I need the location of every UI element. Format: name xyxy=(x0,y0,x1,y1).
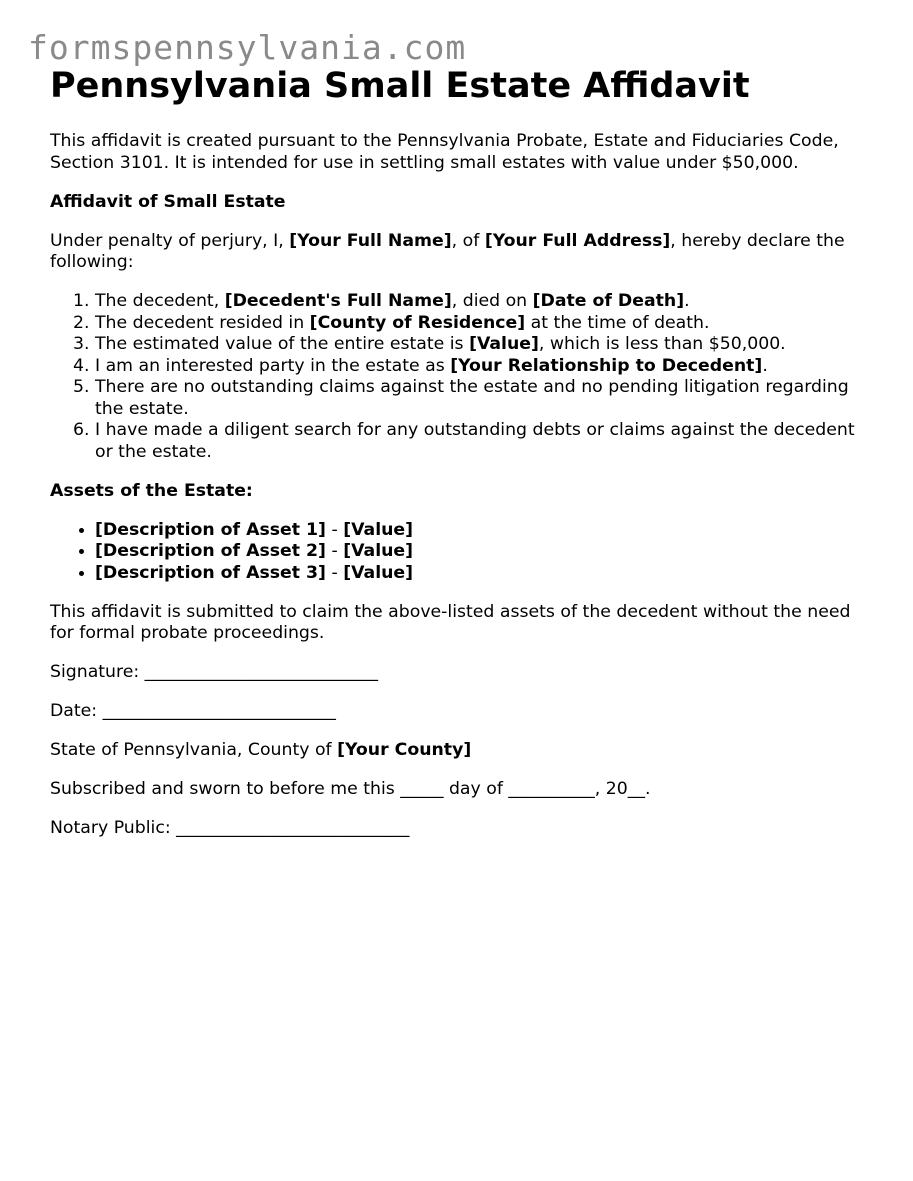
signature-line: Signature: ___________________________ xyxy=(50,662,378,682)
date-of-death-placeholder: [Date of Death] xyxy=(532,291,685,311)
assets-heading: Assets of the Estate: xyxy=(50,480,253,501)
statement-item xyxy=(95,334,870,356)
affidavit-heading: Affidavit of Small Estate xyxy=(50,191,286,212)
intro-paragraph: This affidavit is created pursuant to the Pennsylvania Probate, Estate and Fiduciaries Code, Section 3101. It is intended for use in settling small estates with value under $50,000. xyxy=(50,131,839,173)
statement-item: 6. I have made a diligent search for any outstanding debts or claims against the decedent or the estate. xyxy=(95,420,870,463)
declaration-middle: , of xyxy=(451,230,485,251)
declaration-suffix: , hereby declare the following: xyxy=(50,230,845,272)
asset-item xyxy=(95,520,870,542)
county-of-residence-placeholder: [County of Residence] xyxy=(309,312,526,333)
assets-list xyxy=(50,520,870,585)
statement-item xyxy=(95,356,870,378)
asset-item xyxy=(95,541,870,563)
statement-text: The decedent resided in xyxy=(95,312,310,333)
county-line-prefix: State of Pennsylvania, County of xyxy=(50,740,338,760)
watermark: formspennsylvania.com xyxy=(28,28,467,67)
asset-description: [Description of Asset 2] xyxy=(95,541,326,561)
asset-value: [Value] xyxy=(343,541,414,561)
county-placeholder: [Your County] xyxy=(337,740,472,760)
decedent-name-placeholder: [Decedent's Full Name] xyxy=(224,291,452,311)
statement-item xyxy=(95,291,870,313)
date-line: Date: ___________________________ xyxy=(50,701,336,721)
name-placeholder: [Your Full Name] xyxy=(289,230,452,251)
document-body xyxy=(50,131,870,857)
notary-line: Notary Public: ___________________________ xyxy=(50,818,410,838)
document-title: Pennsylvania Small Estate Affidavit xyxy=(50,66,750,106)
estate-value-placeholder: [Value] xyxy=(469,334,539,354)
statement-text: I am an interested party in the estate as xyxy=(95,355,451,376)
declaration-paragraph xyxy=(50,231,870,274)
submission-paragraph: This affidavit is submitted to claim the above-listed assets of the decedent without the need for formal probate proceedings. xyxy=(50,601,851,643)
address-placeholder: [Your Full Address] xyxy=(484,230,671,251)
statement-text: . xyxy=(684,291,690,311)
asset-value: [Value] xyxy=(343,562,414,583)
statement-item: 5. There are no outstanding claims against the estate and no pending litigation regarding the estate. xyxy=(95,377,870,420)
statement-item xyxy=(95,313,870,335)
relationship-placeholder: [Your Relationship to Decedent] xyxy=(450,355,763,376)
statement-text: , which is less than $50,000. xyxy=(538,334,786,354)
asset-value: [Value] xyxy=(343,519,414,540)
asset-description: [Description of Asset 1] xyxy=(95,519,326,540)
statement-text: The estimated value of the entire estate is xyxy=(95,334,470,354)
asset-separator: - xyxy=(325,519,344,540)
asset-description: [Description of Asset 3] xyxy=(95,562,326,583)
asset-item xyxy=(95,563,870,585)
declaration-prefix: Under penalty of perjury, I, xyxy=(50,230,290,251)
sworn-line: Subscribed and sworn to before me this _____ day of __________, 20__. xyxy=(50,779,651,799)
statement-text: . xyxy=(762,355,768,376)
statement-text: at the time of death. xyxy=(525,312,710,333)
asset-separator: - xyxy=(325,562,344,583)
county-line xyxy=(50,740,870,762)
statement-text: , died on xyxy=(451,291,533,311)
asset-separator: - xyxy=(325,541,344,561)
statements-list xyxy=(50,291,870,463)
statement-text: The decedent, xyxy=(95,291,225,311)
